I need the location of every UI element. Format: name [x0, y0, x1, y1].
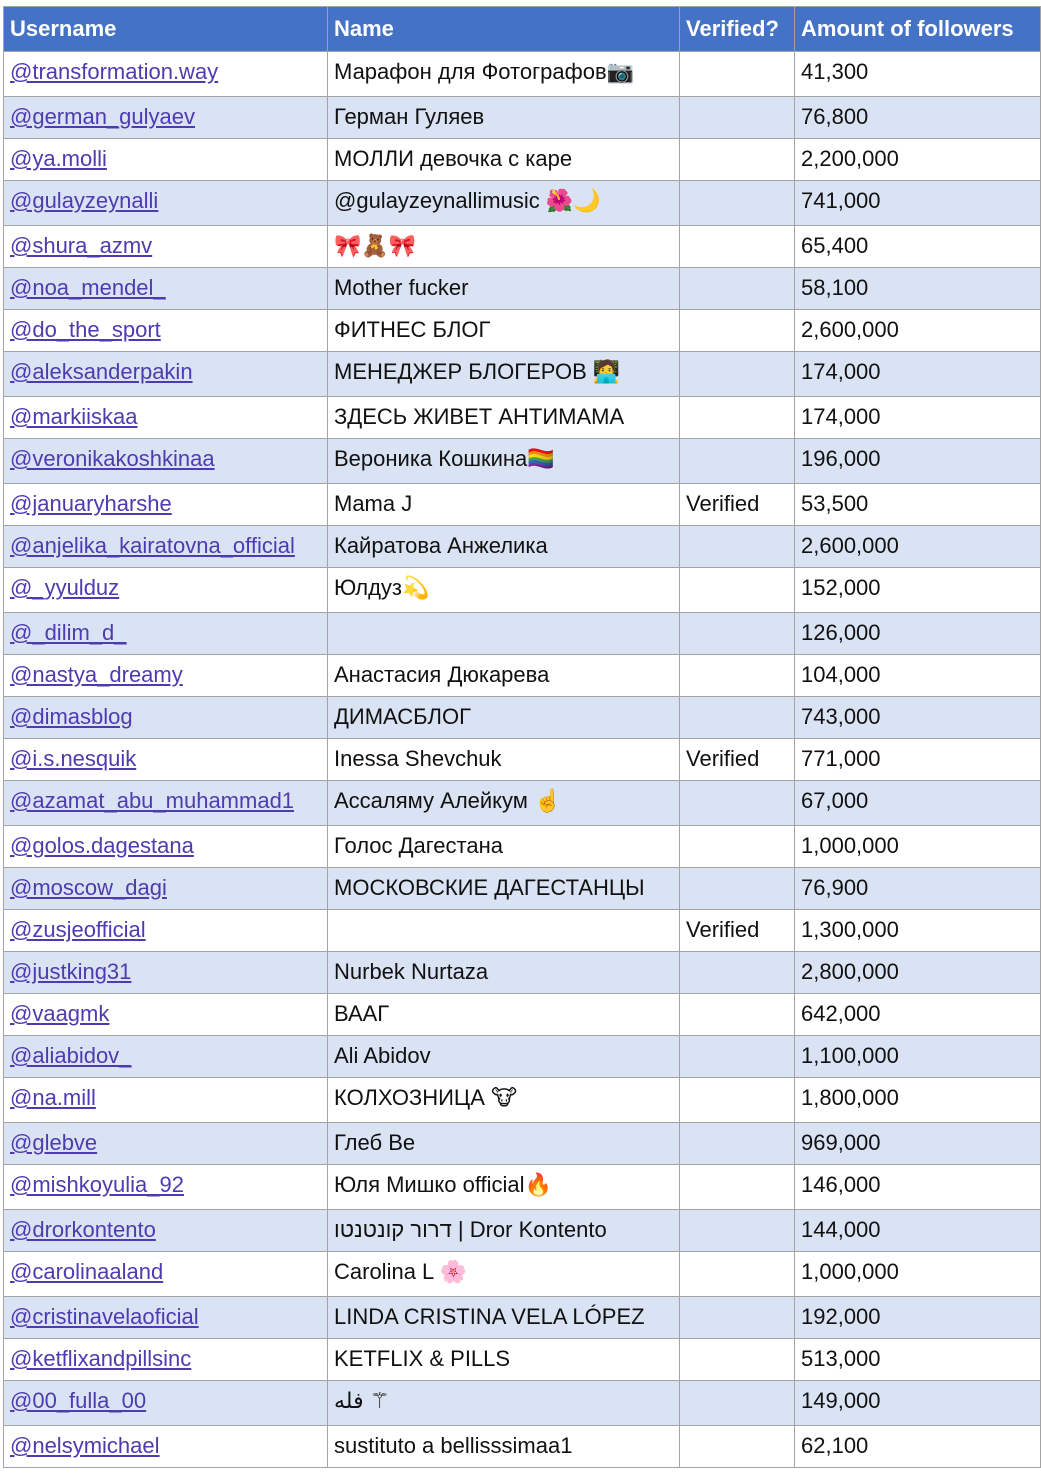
followers-cell: 969,000	[795, 1123, 1041, 1165]
username-cell	[4, 181, 328, 226]
username-link[interactable]: @shura_azmv	[10, 233, 153, 258]
table-row	[4, 868, 1041, 910]
username-cell	[4, 1426, 328, 1468]
table-row	[4, 310, 1041, 352]
followers-cell: 53,500	[795, 484, 1041, 526]
table-row	[4, 181, 1041, 226]
followers-cell: 58,100	[795, 268, 1041, 310]
name-cell: МЕНЕДЖЕР БЛОГЕРОВ 🧑‍💻	[328, 352, 680, 397]
username-link[interactable]: @januaryharshe	[10, 491, 172, 516]
name-cell: ФИТНЕС БЛОГ	[328, 310, 680, 352]
username-cell	[4, 826, 328, 868]
verified-cell	[680, 352, 795, 397]
table-row	[4, 655, 1041, 697]
username-link[interactable]: @justking31	[10, 959, 132, 984]
name-cell: ВААГ	[328, 994, 680, 1036]
table-row	[4, 568, 1041, 613]
username-cell	[4, 952, 328, 994]
name-cell: Вероника Кошкина🏳️‍🌈	[328, 439, 680, 484]
name-cell: KETFLIX & PILLS	[328, 1339, 680, 1381]
username-cell	[4, 226, 328, 268]
name-cell: Mother fucker	[328, 268, 680, 310]
name-cell: Inessa Shevchuk	[328, 739, 680, 781]
followers-cell: 1,300,000	[795, 910, 1041, 952]
name-cell: Голос Дагестана	[328, 826, 680, 868]
username-link[interactable]: @carolinaaland	[10, 1259, 164, 1284]
followers-cell: 1,800,000	[795, 1078, 1041, 1123]
username-cell	[4, 268, 328, 310]
verified-cell	[680, 181, 795, 226]
username-link[interactable]: @aleksanderpakin	[10, 359, 193, 384]
name-cell: Юля Мишко official🔥	[328, 1165, 680, 1210]
verified-cell	[680, 1036, 795, 1078]
verified-cell	[680, 97, 795, 139]
username-link[interactable]: @00_fulla_00	[10, 1388, 147, 1413]
username-cell	[4, 439, 328, 484]
name-cell: LINDA CRISTINA VELA LÓPEZ	[328, 1297, 680, 1339]
followers-cell: 1,100,000	[795, 1036, 1041, 1078]
verified-cell	[680, 226, 795, 268]
name-cell: МОСКОВСКИЕ ДАГЕСТАНЦЫ	[328, 868, 680, 910]
table-row	[4, 352, 1041, 397]
username-cell	[4, 484, 328, 526]
name-cell: Ali Abidov	[328, 1036, 680, 1078]
followers-cell: 1,000,000	[795, 1252, 1041, 1297]
name-cell: Nurbek Nurtaza	[328, 952, 680, 994]
header-name: Name	[328, 7, 680, 52]
table-row	[4, 97, 1041, 139]
username-cell	[4, 739, 328, 781]
username-cell	[4, 352, 328, 397]
table-row	[4, 397, 1041, 439]
followers-cell: 126,000	[795, 613, 1041, 655]
table-row	[4, 1297, 1041, 1339]
followers-cell: 2,200,000	[795, 139, 1041, 181]
username-cell	[4, 910, 328, 952]
table-row	[4, 1123, 1041, 1165]
username-link[interactable]: @zusjeofficial	[10, 917, 146, 942]
username-cell	[4, 781, 328, 826]
username-cell	[4, 1036, 328, 1078]
followers-cell: 174,000	[795, 352, 1041, 397]
username-link[interactable]: @transformation.way	[10, 59, 219, 84]
name-cell: Mama J	[328, 484, 680, 526]
verified-cell	[680, 1426, 795, 1468]
followers-cell: 62,100	[795, 1426, 1041, 1468]
followers-cell: 2,800,000	[795, 952, 1041, 994]
followers-cell: 152,000	[795, 568, 1041, 613]
table-row	[4, 697, 1041, 739]
username-link[interactable]: @do_the_sport	[10, 317, 161, 342]
name-cell: Анастасия Дюкарева	[328, 655, 680, 697]
username-cell	[4, 397, 328, 439]
followers-cell: 76,900	[795, 868, 1041, 910]
verified-cell	[680, 526, 795, 568]
followers-cell: 41,300	[795, 52, 1041, 97]
followers-cell: 104,000	[795, 655, 1041, 697]
followers-cell: 513,000	[795, 1339, 1041, 1381]
name-cell: Глеб Ве	[328, 1123, 680, 1165]
header-followers: Amount of followers	[795, 7, 1041, 52]
username-link[interactable]: @_yyulduz	[10, 575, 120, 600]
username-link[interactable]: @golos.dagestana	[10, 833, 194, 858]
username-link[interactable]: @aliabidov_	[10, 1043, 132, 1068]
name-cell	[328, 910, 680, 952]
table-row	[4, 1339, 1041, 1381]
followers-cell: 76,800	[795, 97, 1041, 139]
verified-cell	[680, 1123, 795, 1165]
followers-cell: 149,000	[795, 1381, 1041, 1426]
table-row	[4, 1210, 1041, 1252]
verified-cell	[680, 1165, 795, 1210]
table-row	[4, 52, 1041, 97]
header-username: Username	[4, 7, 328, 52]
verified-cell	[680, 1210, 795, 1252]
header-row	[4, 7, 1041, 52]
username-link[interactable]: @gulayzeynalli	[10, 188, 159, 213]
username-link[interactable]: @nastya_dreamy	[10, 662, 183, 687]
table-row	[4, 1165, 1041, 1210]
name-cell	[328, 613, 680, 655]
name-cell: فله ⚚	[328, 1381, 680, 1426]
name-cell: Герман Гуляев	[328, 97, 680, 139]
username-link[interactable]: @ketflixandpillsinc	[10, 1346, 192, 1371]
name-cell: КОЛХОЗНИЦА 🐮	[328, 1078, 680, 1123]
followers-table	[3, 6, 1041, 1468]
table-row	[4, 139, 1041, 181]
username-cell	[4, 1165, 328, 1210]
name-cell: דרור קונטנטו | Dror Kontento	[328, 1210, 680, 1252]
verified-cell	[680, 994, 795, 1036]
table-row	[4, 268, 1041, 310]
verified-cell: Verified	[680, 484, 795, 526]
username-cell	[4, 1078, 328, 1123]
username-cell	[4, 1381, 328, 1426]
followers-cell: 146,000	[795, 1165, 1041, 1210]
username-link[interactable]: @noa_mendel_	[10, 275, 166, 300]
verified-cell: Verified	[680, 910, 795, 952]
name-cell: sustituto a bellisssimaa1	[328, 1426, 680, 1468]
verified-cell	[680, 697, 795, 739]
username-link[interactable]: @markiiskaa	[10, 404, 138, 429]
name-cell: Carolina L 🌸	[328, 1252, 680, 1297]
table-body	[4, 52, 1041, 1468]
table-row	[4, 994, 1041, 1036]
followers-cell: 771,000	[795, 739, 1041, 781]
verified-cell	[680, 52, 795, 97]
verified-cell	[680, 268, 795, 310]
table-row	[4, 226, 1041, 268]
username-link[interactable]: @drorkontento	[10, 1217, 156, 1242]
table-row	[4, 1426, 1041, 1468]
table-row	[4, 613, 1041, 655]
table-row	[4, 526, 1041, 568]
username-cell	[4, 868, 328, 910]
username-cell	[4, 1123, 328, 1165]
verified-cell	[680, 655, 795, 697]
verified-cell	[680, 139, 795, 181]
name-cell: Юлдуз💫	[328, 568, 680, 613]
username-link[interactable]: @german_gulyaev	[10, 104, 195, 129]
username-cell	[4, 1210, 328, 1252]
followers-cell: 192,000	[795, 1297, 1041, 1339]
username-link[interactable]: @mishkoyulia_92	[10, 1172, 184, 1197]
followers-cell: 1,000,000	[795, 826, 1041, 868]
verified-cell	[680, 781, 795, 826]
verified-cell	[680, 826, 795, 868]
username-link[interactable]: @glebve	[10, 1130, 98, 1155]
followers-cell: 65,400	[795, 226, 1041, 268]
table-row	[4, 439, 1041, 484]
verified-cell	[680, 952, 795, 994]
username-cell	[4, 697, 328, 739]
followers-cell: 144,000	[795, 1210, 1041, 1252]
username-cell	[4, 97, 328, 139]
name-cell: ЗДЕСЬ ЖИВЕТ АНТИМАМА	[328, 397, 680, 439]
verified-cell	[680, 613, 795, 655]
username-link[interactable]: @cristinavelaoficial	[10, 1304, 199, 1329]
username-link[interactable]: @na.mill	[10, 1085, 96, 1110]
name-cell: Ассаляму Алейкум ☝️	[328, 781, 680, 826]
username-cell	[4, 655, 328, 697]
name-cell: @gulayzeynallimusic 🌺🌙	[328, 181, 680, 226]
username-cell	[4, 139, 328, 181]
table-row	[4, 1252, 1041, 1297]
followers-cell: 743,000	[795, 697, 1041, 739]
verified-cell	[680, 1078, 795, 1123]
verified-cell	[680, 868, 795, 910]
followers-cell: 2,600,000	[795, 310, 1041, 352]
verified-cell	[680, 310, 795, 352]
verified-cell	[680, 1297, 795, 1339]
username-cell	[4, 310, 328, 352]
verified-cell	[680, 1252, 795, 1297]
username-link[interactable]: @vaagmk	[10, 1001, 110, 1026]
followers-cell: 67,000	[795, 781, 1041, 826]
followers-cell: 174,000	[795, 397, 1041, 439]
table-row	[4, 739, 1041, 781]
header-verified: Verified?	[680, 7, 795, 52]
username-link[interactable]: @azamat_abu_muhammad1	[10, 788, 295, 813]
username-cell	[4, 568, 328, 613]
table-row	[4, 826, 1041, 868]
username-cell	[4, 994, 328, 1036]
verified-cell	[680, 568, 795, 613]
name-cell: Марафон для Фотографов📷	[328, 52, 680, 97]
username-cell	[4, 52, 328, 97]
followers-cell: 642,000	[795, 994, 1041, 1036]
username-link[interactable]: @moscow_dagi	[10, 875, 167, 900]
verified-cell	[680, 1339, 795, 1381]
table-row	[4, 484, 1041, 526]
verified-cell	[680, 439, 795, 484]
username-cell	[4, 526, 328, 568]
verified-cell: Verified	[680, 739, 795, 781]
followers-cell: 196,000	[795, 439, 1041, 484]
username-link[interactable]: @ya.molli	[10, 146, 107, 171]
name-cell: ДИМАСБЛОГ	[328, 697, 680, 739]
verified-cell	[680, 397, 795, 439]
name-cell: МОЛЛИ девочка с каре	[328, 139, 680, 181]
table-row	[4, 1381, 1041, 1426]
username-link[interactable]: @_dilim_d_	[10, 620, 127, 645]
verified-cell	[680, 1381, 795, 1426]
username-cell	[4, 1297, 328, 1339]
table-row	[4, 781, 1041, 826]
table-row	[4, 1036, 1041, 1078]
username-link[interactable]: @anjelika_kairatovna_official	[10, 533, 295, 558]
table-row	[4, 952, 1041, 994]
followers-table-container	[3, 6, 1041, 1468]
followers-cell: 2,600,000	[795, 526, 1041, 568]
username-cell	[4, 613, 328, 655]
username-link[interactable]: @nelsymichael	[10, 1433, 160, 1458]
username-link[interactable]: @veronikakoshkinaa	[10, 446, 215, 471]
name-cell: Кайратова Анжелика	[328, 526, 680, 568]
username-cell	[4, 1339, 328, 1381]
table-row	[4, 910, 1041, 952]
username-cell	[4, 1252, 328, 1297]
username-link[interactable]: @dimasblog	[10, 704, 133, 729]
username-link[interactable]: @i.s.nesquik	[10, 746, 137, 771]
table-row	[4, 1078, 1041, 1123]
name-cell: 🎀🧸🎀	[328, 226, 680, 268]
followers-cell: 741,000	[795, 181, 1041, 226]
